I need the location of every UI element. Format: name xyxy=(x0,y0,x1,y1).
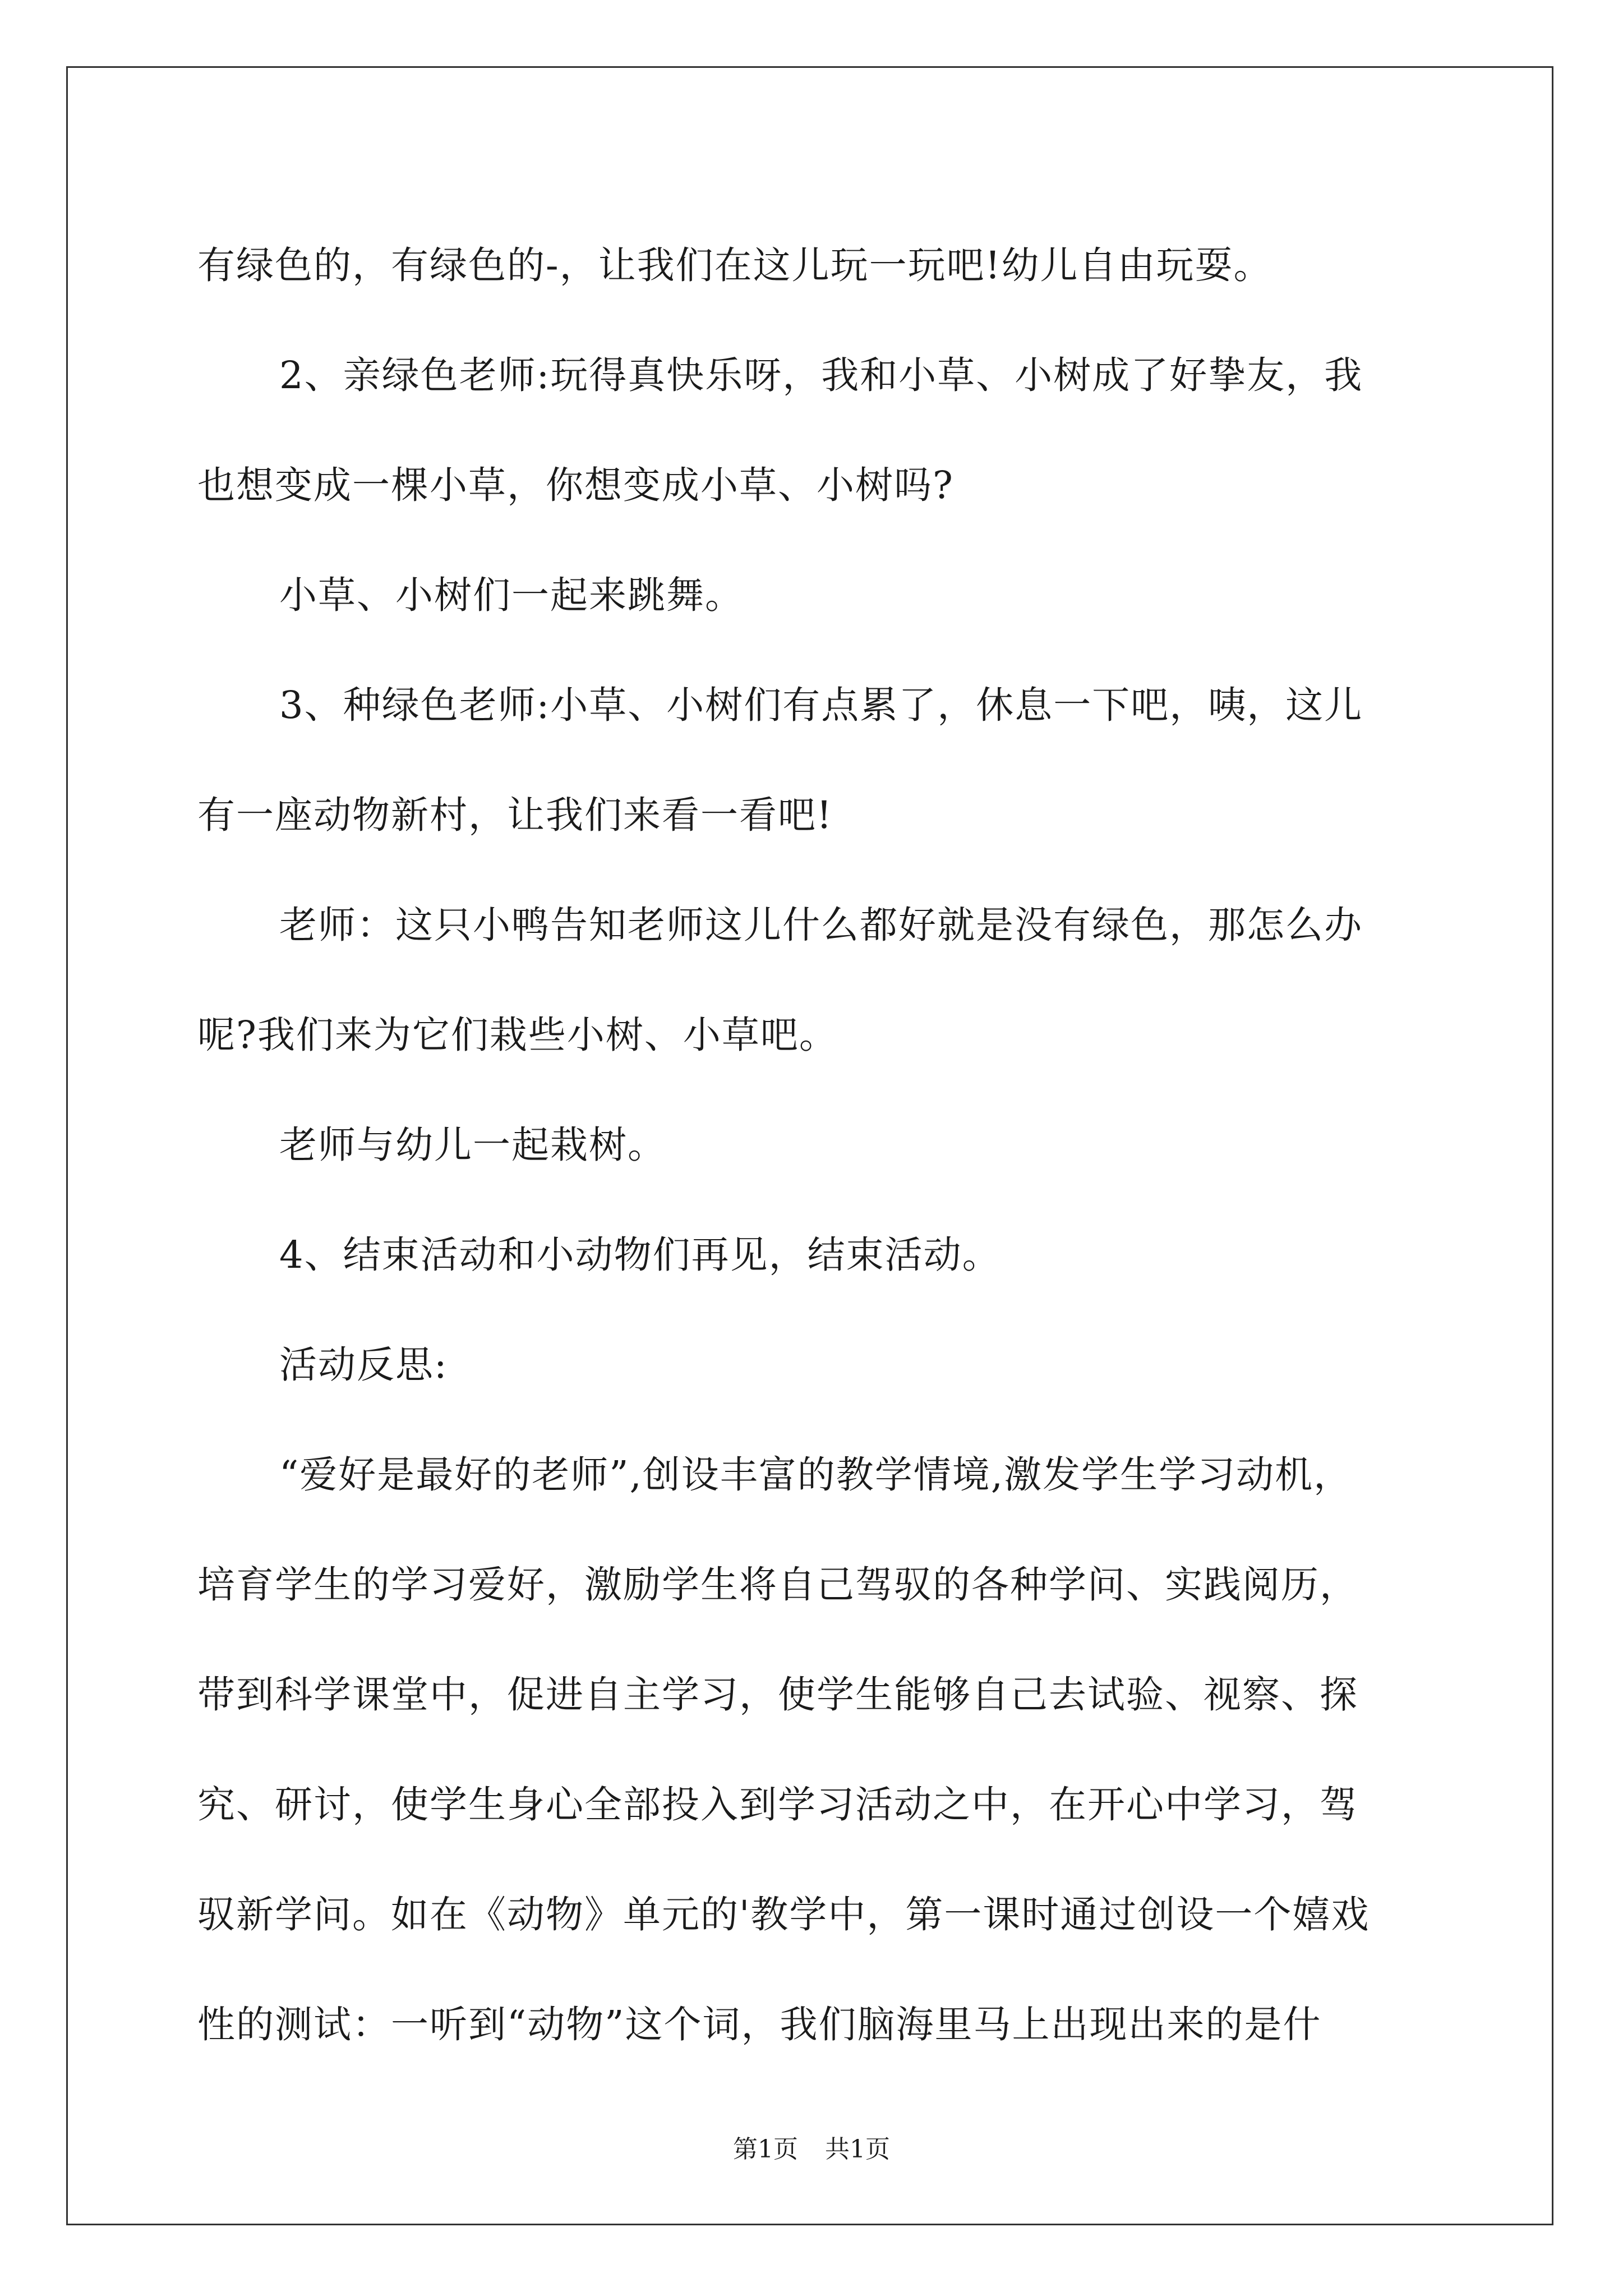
text-line: 老师：这只小鸭告知老师这儿什么都好就是没有绿色，那怎么办 xyxy=(279,903,1363,947)
text-line: 小草、小树们一起来跳舞。 xyxy=(279,573,744,617)
page-total: 共1页 xyxy=(825,2135,890,2164)
page-footer xyxy=(0,2129,1623,2165)
text-line: 有一座动物新村，让我们来看一看吧! xyxy=(197,793,833,837)
text-line: 老师与幼儿一起栽树。 xyxy=(279,1123,666,1167)
text-line: 也想变成一棵小草，你想变成小草、小树吗? xyxy=(197,463,954,507)
text-line: 性的测试：一听到“动物”这个词，我们脑海里马上出现出来的是什 xyxy=(197,2003,1322,2046)
page-number: 第1页 xyxy=(733,2135,798,2164)
text-line: 究、研讨，使学生身心全部投入到学习活动之中，在开心中学习，驾 xyxy=(197,1783,1358,1826)
text-line: 活动反思: xyxy=(279,1343,448,1387)
text-line: 2、亲绿色老师:玩得真快乐呀，我和小草、小树成了好挚友，我 xyxy=(279,353,1363,397)
text-line: 3、种绿色老师:小草、小树们有点累了，休息一下吧，咦，这儿 xyxy=(279,683,1363,727)
text-line: 驭新学问。如在《动物》单元的'教学中，第一课时通过创设一个嬉戏 xyxy=(197,1893,1370,1936)
text-line: 4、结束活动和小动物们再见，结束活动。 xyxy=(279,1233,1001,1277)
text-line: 带到科学课堂中，促进自主学习，使学生能够自己去试验、视察、探 xyxy=(197,1673,1358,1717)
text-line: 有绿色的，有绿色的-，让我们在这儿玩一玩吧!幼儿自由玩耍。 xyxy=(197,243,1272,287)
document-body xyxy=(197,210,1426,2079)
text-line: 培育学生的学习爱好，激励学生将自己驾驭的各种学问、实践阅历， xyxy=(197,1563,1358,1607)
text-line: “爱好是最好的老师”,创设丰富的教学情境,激发学生学习动机， xyxy=(279,1453,1353,1497)
text-line: 呢?我们来为它们栽些小树、小草吧。 xyxy=(197,1013,838,1057)
